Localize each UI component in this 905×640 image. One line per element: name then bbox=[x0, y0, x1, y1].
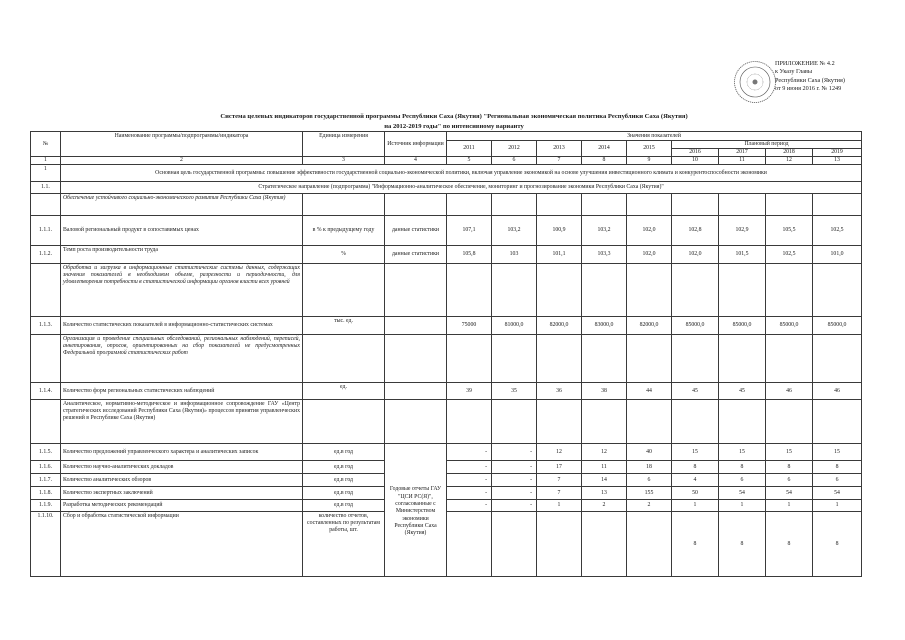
table-row bbox=[31, 246, 862, 264]
value-cell: 15 bbox=[719, 444, 766, 461]
task-text: Аналитическое, нормативно-методическое и информационное сопровождение ГАУ «Центр стратегических исследований Республики Саха (Якутия)» процессов принятия управленческих решений в Республике Саха (Якутия) bbox=[61, 400, 303, 444]
indicator-name: Количество статистических показателей в информационно-статистических системах bbox=[61, 317, 303, 335]
header-year: 2011 bbox=[447, 141, 492, 157]
row-number: 1.1.10. bbox=[31, 512, 61, 577]
header-year: 2015 bbox=[627, 141, 672, 157]
unit: тыс. ед. bbox=[303, 317, 385, 335]
value-cell: 1 bbox=[672, 500, 719, 512]
appendix-note bbox=[775, 60, 845, 93]
direction-text: Стратегическое направление (подпрограмма) "Информационно-аналитическое обеспечение, мониторинг и прогнозирование экономики Республики Саха (Якутия)" bbox=[61, 182, 862, 194]
value-cell: 102,9 bbox=[719, 216, 766, 246]
dash-cell: - bbox=[447, 500, 492, 512]
value-cell: 6 bbox=[627, 474, 672, 487]
dash-cell: - bbox=[492, 444, 537, 461]
unit: в % к предыдущему году bbox=[303, 216, 385, 246]
header-year: 2019 bbox=[813, 149, 862, 157]
value-cell: 13 bbox=[582, 487, 627, 500]
col-number: 10 bbox=[672, 157, 719, 165]
goal-text: Основная цель государственной программы: повышение эффективности государственной социально-экономической политики, включая управление экономикой на основе улучшения инвестиционного климата и конкурентоспособности экономики bbox=[61, 165, 862, 182]
value-cell: 15 bbox=[672, 444, 719, 461]
indicator-name: Количество аналитических обзоров bbox=[61, 474, 303, 487]
value-cell: 39 bbox=[447, 383, 492, 400]
value-cell: 81000,0 bbox=[492, 317, 537, 335]
source: данные статистики bbox=[385, 246, 447, 264]
value-cell: 100,9 bbox=[537, 216, 582, 246]
dash-cell: - bbox=[492, 487, 537, 500]
value-cell: 1 bbox=[719, 500, 766, 512]
value-cell: 155 bbox=[627, 487, 672, 500]
value-cell: 15 bbox=[813, 444, 862, 461]
col-number: 5 bbox=[447, 157, 492, 165]
table-row bbox=[31, 500, 862, 512]
unit: ед.в год bbox=[303, 474, 385, 487]
row-number: 1.1.9. bbox=[31, 500, 61, 512]
header-year: 2018 bbox=[766, 149, 813, 157]
value-cell: 107,1 bbox=[447, 216, 492, 246]
value-cell: 7 bbox=[537, 474, 582, 487]
col-number: 6 bbox=[492, 157, 537, 165]
value-cell: 8 bbox=[719, 461, 766, 474]
table-row bbox=[31, 474, 862, 487]
value-cell: 2 bbox=[582, 500, 627, 512]
value-cell: 103,2 bbox=[582, 216, 627, 246]
table-row bbox=[31, 383, 862, 400]
document-title: Система целевых индикаторов государственной программы Республики Саха (Якутия) "Региональная экономическая политика Республики Саха (Якутия) bbox=[220, 113, 688, 120]
row-number: 1.1.2. bbox=[31, 246, 61, 264]
appendix-line: от 9 июня 2016 г. № 1249 bbox=[775, 84, 842, 92]
value-cell: 103,3 bbox=[582, 246, 627, 264]
value-cell: 8 bbox=[813, 461, 862, 474]
row-number: 1.1.3. bbox=[31, 317, 61, 335]
value-cell: 85000,0 bbox=[813, 317, 862, 335]
value-cell: 12 bbox=[537, 444, 582, 461]
direction-row bbox=[31, 182, 862, 194]
value-cell: 82000,0 bbox=[627, 317, 672, 335]
col-number: 4 bbox=[385, 157, 447, 165]
value-cell: 8 bbox=[672, 512, 719, 577]
value-cell: 54 bbox=[766, 487, 813, 500]
col-number: 13 bbox=[813, 157, 862, 165]
unit: ед.в год bbox=[303, 444, 385, 461]
col-number: 1 bbox=[31, 157, 61, 165]
row-number: 1 bbox=[31, 165, 61, 182]
task-row bbox=[31, 400, 862, 444]
value-cell: 101,1 bbox=[537, 246, 582, 264]
value-cell: 40 bbox=[627, 444, 672, 461]
value-cell: 8 bbox=[672, 461, 719, 474]
value-cell: 6 bbox=[813, 474, 862, 487]
header-year: 2012 bbox=[492, 141, 537, 157]
dash-cell: - bbox=[447, 487, 492, 500]
value-cell: 45 bbox=[672, 383, 719, 400]
table-row bbox=[31, 216, 862, 246]
value-cell: 8 bbox=[766, 512, 813, 577]
dash-cell: - bbox=[447, 474, 492, 487]
header-year: 2017 bbox=[719, 149, 766, 157]
value-cell: 4 bbox=[672, 474, 719, 487]
row-number: 1.1.1. bbox=[31, 216, 61, 246]
value-cell: 105,5 bbox=[766, 216, 813, 246]
value-cell: 1 bbox=[813, 500, 862, 512]
value-cell: 38 bbox=[582, 383, 627, 400]
dash-cell: - bbox=[492, 461, 537, 474]
row-number: 1.1.8. bbox=[31, 487, 61, 500]
table-row bbox=[31, 317, 862, 335]
value-cell: 1 bbox=[537, 500, 582, 512]
header-year: 2013 bbox=[537, 141, 582, 157]
header-source: Источник информации bbox=[385, 132, 447, 157]
header-name: Наименование программы/подпрограммы/индикатора bbox=[61, 132, 303, 157]
table-row bbox=[31, 461, 862, 474]
task-row bbox=[31, 335, 862, 383]
value-cell: 75000 bbox=[447, 317, 492, 335]
header-no: № bbox=[31, 132, 61, 157]
value-cell: 105,8 bbox=[447, 246, 492, 264]
table-row bbox=[31, 444, 862, 461]
value-cell: 8 bbox=[813, 512, 862, 577]
value-cell: 11 bbox=[582, 461, 627, 474]
indicator-name: Темп роста производительности труда bbox=[61, 246, 303, 264]
value-cell: 85000,0 bbox=[672, 317, 719, 335]
dash-cell: - bbox=[492, 500, 537, 512]
task-text: Организация и проведение специальных обследований, региональных наблюдений, переписей, анкетирования, опросов, ориентированных на сбор показателей не предусмотренных Федеральной программой статистических работ bbox=[61, 335, 303, 383]
unit: % bbox=[303, 246, 385, 264]
value-cell: 82000,0 bbox=[537, 317, 582, 335]
value-cell: 14 bbox=[582, 474, 627, 487]
dash-cell: - bbox=[447, 461, 492, 474]
indicators-table bbox=[30, 131, 862, 577]
unit: ед. bbox=[303, 383, 385, 400]
goal-row bbox=[31, 165, 862, 182]
value-cell: 44 bbox=[627, 383, 672, 400]
header-unit: Единица измерения bbox=[303, 132, 385, 157]
appendix-line: Республики Саха (Якутия) bbox=[775, 76, 845, 84]
indicator-name: Сбор и обработка статистической информации bbox=[61, 512, 303, 577]
indicator-name: Количество форм региональных статистических наблюдений bbox=[61, 383, 303, 400]
header-year: 2014 bbox=[582, 141, 627, 157]
value-cell: 101,0 bbox=[813, 246, 862, 264]
unit: ед.в год bbox=[303, 461, 385, 474]
header-values: Значения показателей bbox=[447, 132, 862, 141]
row-number: 1.1. bbox=[31, 182, 61, 194]
value-cell: 102,0 bbox=[672, 246, 719, 264]
value-cell: 15 bbox=[766, 444, 813, 461]
value-cell: 50 bbox=[672, 487, 719, 500]
task-row bbox=[31, 264, 862, 317]
value-cell: 8 bbox=[766, 461, 813, 474]
value-cell: 54 bbox=[813, 487, 862, 500]
task-text: Обработка и загрузка в информационные статистические системы данных, содержащих значения показателей в необходимом объеме, разрезности и периодичности, для удовлетворения потребности в статистической информации органов власти всех уровней bbox=[61, 264, 303, 317]
col-number: 2 bbox=[61, 157, 303, 165]
value-cell: 54 bbox=[719, 487, 766, 500]
header-year: 2016 bbox=[672, 149, 719, 157]
row-number: 1.1.5. bbox=[31, 444, 61, 461]
value-cell: 1 bbox=[766, 500, 813, 512]
task-text: Обеспечение устойчивого социально-экономического развития Республики Саха (Якутия) bbox=[61, 194, 303, 216]
row-number: 1.1.6. bbox=[31, 461, 61, 474]
value-cell: 85000,0 bbox=[766, 317, 813, 335]
indicator-name: Количество научно-аналитических докладов bbox=[61, 461, 303, 474]
value-cell: 102,0 bbox=[627, 216, 672, 246]
value-cell: 85000,0 bbox=[719, 317, 766, 335]
value-cell: 6 bbox=[719, 474, 766, 487]
indicator-name: Разработка методических рекомендаций bbox=[61, 500, 303, 512]
value-cell: 46 bbox=[766, 383, 813, 400]
unit: ед.в год bbox=[303, 500, 385, 512]
appendix-line: ПРИЛОЖЕНИЕ № 4.2 bbox=[775, 60, 835, 67]
header-plan-period: Плановый период bbox=[672, 141, 862, 149]
value-cell: 103 bbox=[492, 246, 537, 264]
indicator-name: Количество предложений управленческого характера и аналитических записок bbox=[61, 444, 303, 461]
value-cell: 46 bbox=[813, 383, 862, 400]
value-cell: 83000,0 bbox=[582, 317, 627, 335]
column-numbers-row bbox=[31, 157, 862, 165]
col-number: 9 bbox=[627, 157, 672, 165]
col-number: 3 bbox=[303, 157, 385, 165]
source: данные статистики bbox=[385, 216, 447, 246]
col-number: 11 bbox=[719, 157, 766, 165]
col-number: 8 bbox=[582, 157, 627, 165]
value-cell: 6 bbox=[766, 474, 813, 487]
value-cell: 2 bbox=[627, 500, 672, 512]
table-row bbox=[31, 512, 862, 577]
value-cell: 45 bbox=[719, 383, 766, 400]
row-number: 1.1.7. bbox=[31, 474, 61, 487]
value-cell: 102,0 bbox=[627, 246, 672, 264]
value-cell: 12 bbox=[582, 444, 627, 461]
value-cell: 103,2 bbox=[492, 216, 537, 246]
stamp-seal-icon bbox=[733, 60, 777, 104]
table-row bbox=[31, 487, 862, 500]
shared-source: Годовые отчеты ГАУ "ЦСИ РС(Я)", согласованные с Министерством экономики Республики Саха (Якутия) bbox=[385, 444, 447, 577]
col-number: 7 bbox=[537, 157, 582, 165]
value-cell: 8 bbox=[719, 512, 766, 577]
value-cell: 102,8 bbox=[672, 216, 719, 246]
dash-cell: - bbox=[492, 474, 537, 487]
unit: количество отчетов, составленных по результатам работы, шт. bbox=[303, 512, 385, 577]
indicator-name: Количество экспертных заключений bbox=[61, 487, 303, 500]
value-cell: 101,5 bbox=[719, 246, 766, 264]
value-cell: 102,5 bbox=[813, 216, 862, 246]
value-cell: 7 bbox=[537, 487, 582, 500]
appendix-line: к Указу Главы bbox=[775, 68, 813, 76]
document-subtitle: на 2012-2019 годы" по интенсивному варианту bbox=[384, 123, 524, 130]
task-row bbox=[31, 194, 862, 216]
value-cell: 35 bbox=[492, 383, 537, 400]
unit: ед.в год bbox=[303, 487, 385, 500]
value-cell: 17 bbox=[537, 461, 582, 474]
dash-cell: - bbox=[447, 444, 492, 461]
value-cell: 18 bbox=[627, 461, 672, 474]
value-cell: 102,5 bbox=[766, 246, 813, 264]
col-number: 12 bbox=[766, 157, 813, 165]
indicator-name: Валовой региональный продукт в сопоставимых ценах bbox=[61, 216, 303, 246]
row-number: 1.1.4. bbox=[31, 383, 61, 400]
value-cell: 36 bbox=[537, 383, 582, 400]
